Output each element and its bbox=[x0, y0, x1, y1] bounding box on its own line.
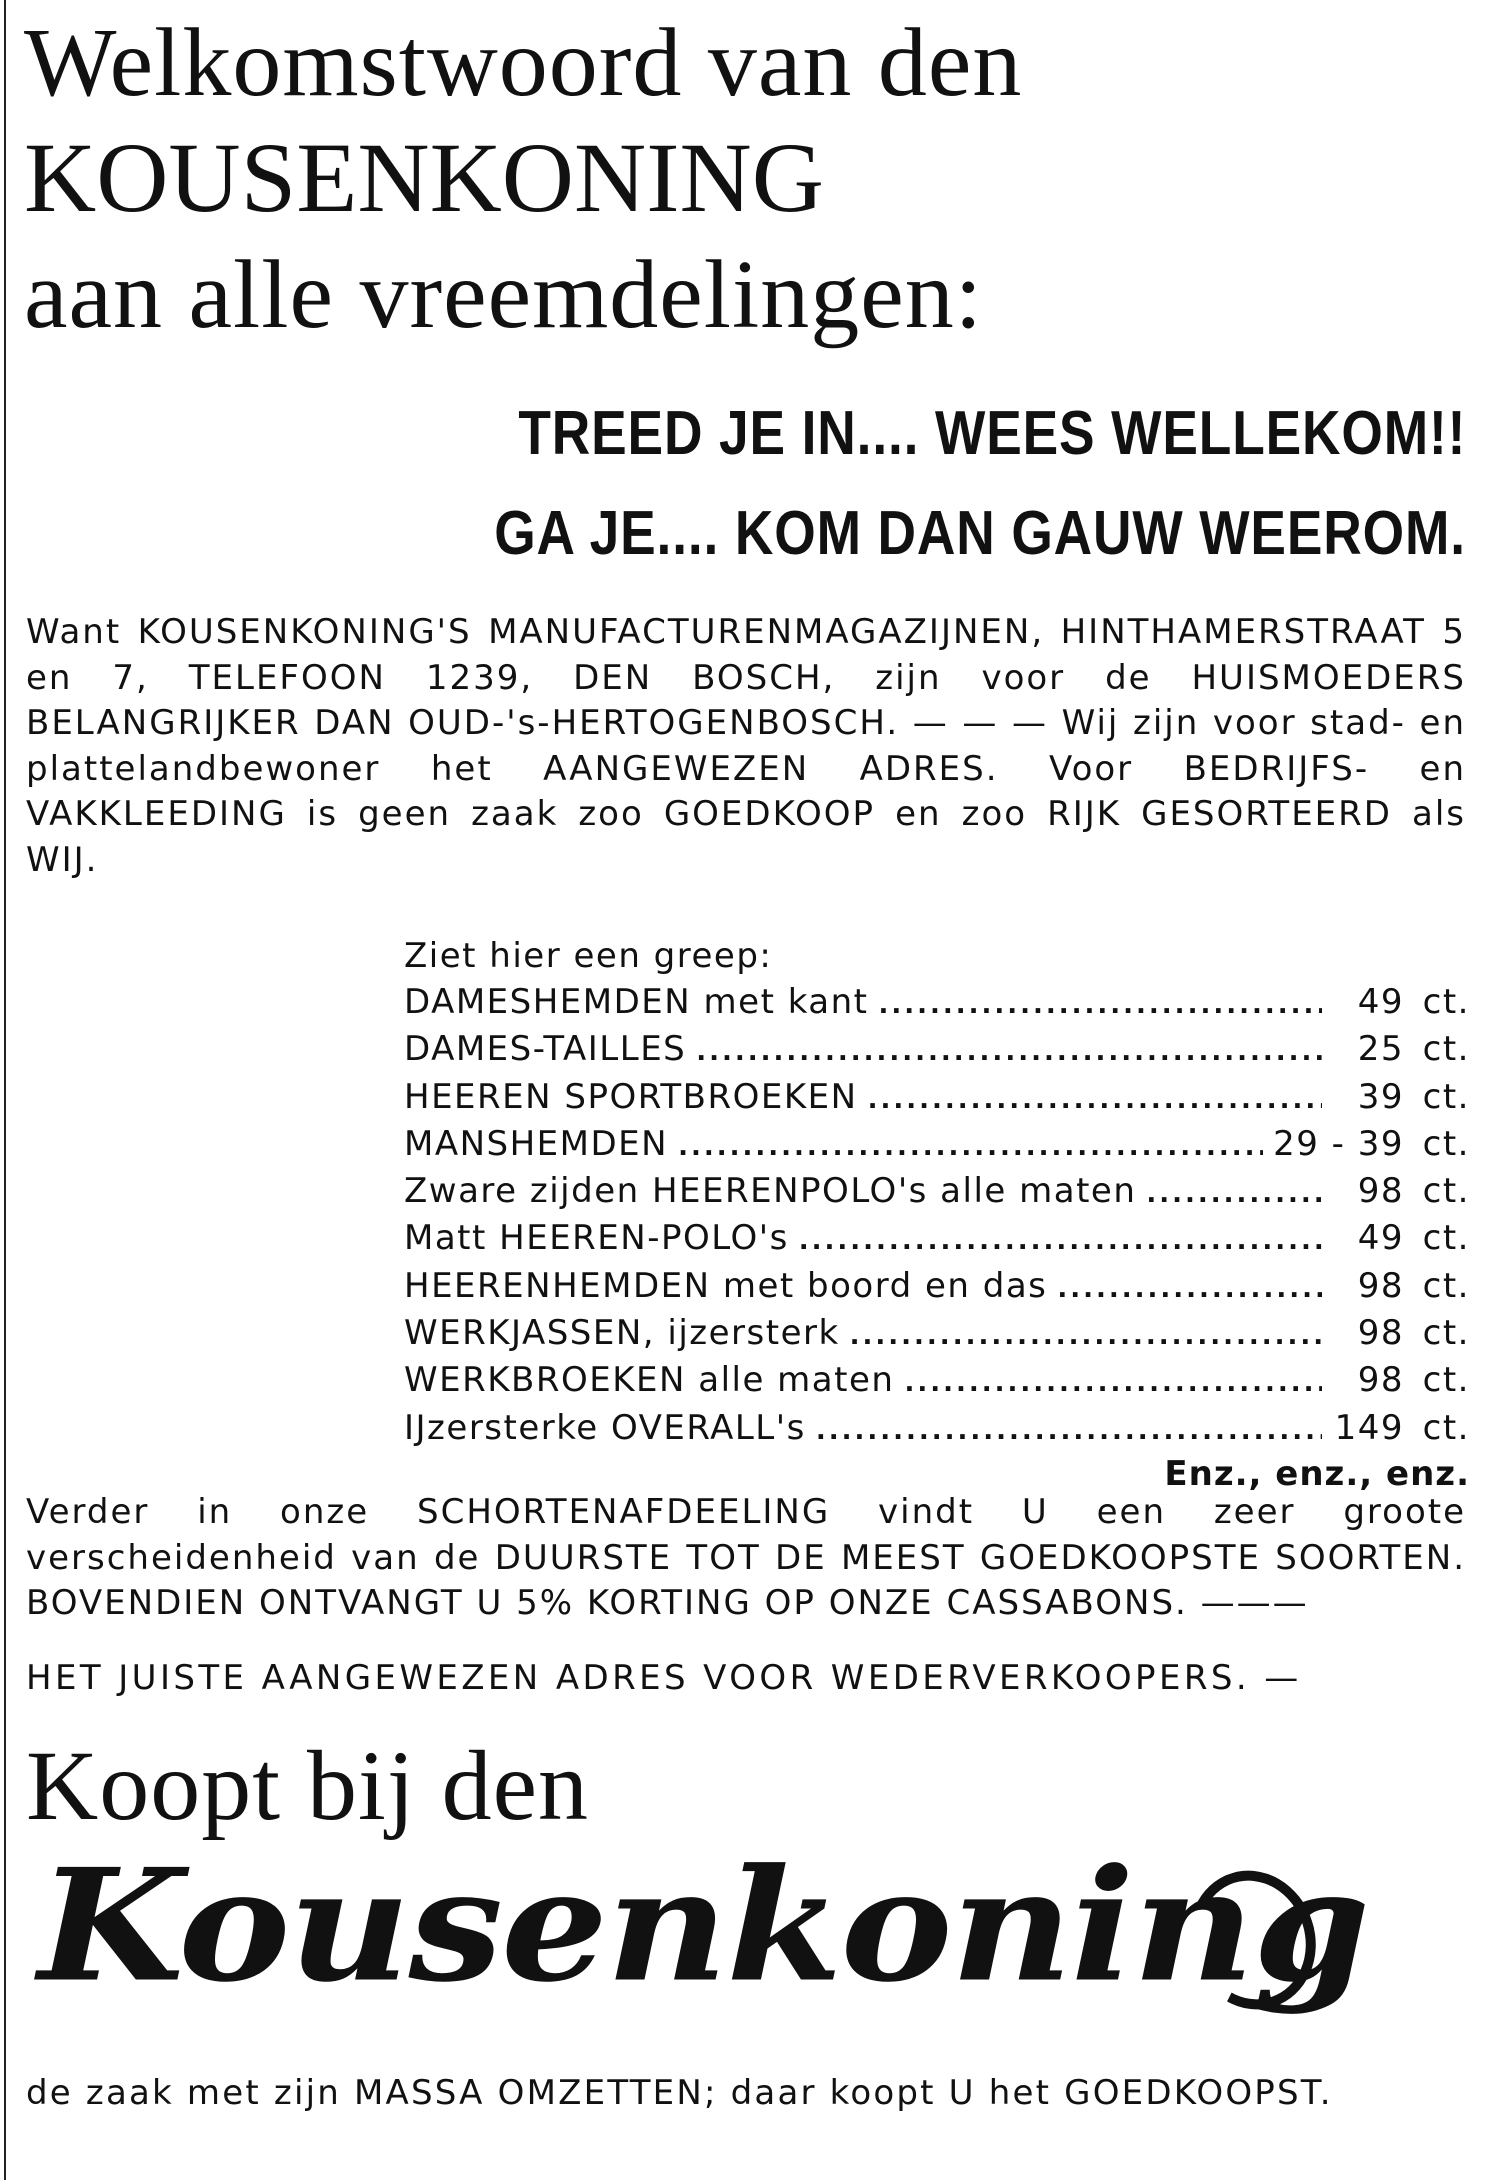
item-unit: ct. bbox=[1422, 1123, 1470, 1164]
dot-leader bbox=[850, 1313, 1322, 1360]
item-name: HEEREN SPORTBROEKEN bbox=[404, 1076, 858, 1117]
item-name: DAMESHEMDEN met kant bbox=[404, 982, 869, 1022]
item-price: 98 bbox=[1357, 1171, 1404, 1212]
item-price: 49 bbox=[1357, 1218, 1404, 1259]
headline-line-1: Welkomstwoord van den bbox=[24, 9, 1023, 117]
item-price: 39 bbox=[1357, 1076, 1404, 1117]
item-price: 98 bbox=[1357, 1360, 1404, 1401]
item-price: 49 bbox=[1357, 982, 1404, 1022]
item-unit: ct. bbox=[1422, 1265, 1470, 1306]
price-row bbox=[404, 1263, 1470, 1310]
item-name: WERKBROEKEN alle maten bbox=[404, 1360, 895, 1401]
item-name: Matt HEEREN-POLO's bbox=[404, 1218, 789, 1259]
price-row bbox=[404, 1405, 1470, 1452]
dot-leader bbox=[678, 1124, 1263, 1171]
wholesale-line: HET JUISTE AANGEWEZEN ADRES VOOR WEDERVERKOOPERS. — bbox=[26, 1658, 1302, 1698]
headline-line-3: aan alle vreemdelingen: bbox=[24, 241, 983, 349]
price-row bbox=[404, 1168, 1470, 1215]
dot-leader bbox=[1057, 1266, 1322, 1313]
headline-line-2: KOUSENKONING bbox=[24, 122, 824, 233]
price-row bbox=[404, 1357, 1470, 1404]
price-row bbox=[404, 979, 1470, 1026]
dot-leader bbox=[868, 1077, 1322, 1124]
price-row bbox=[404, 1121, 1470, 1168]
price-row bbox=[404, 1215, 1470, 1262]
item-price: 29 - 39 bbox=[1273, 1123, 1404, 1164]
buy-heading: Koopt bij den bbox=[26, 1730, 589, 1841]
item-price: 98 bbox=[1357, 1265, 1404, 1306]
dot-leader bbox=[799, 1218, 1322, 1265]
item-name: IJzersterke OVERALL's bbox=[404, 1407, 806, 1448]
item-unit: ct. bbox=[1422, 982, 1470, 1022]
dot-leader bbox=[696, 1029, 1322, 1076]
dot-leader bbox=[816, 1408, 1322, 1455]
item-unit: ct. bbox=[1422, 1407, 1470, 1448]
price-row bbox=[404, 1310, 1470, 1357]
brand-wordmark: Kousenkoning bbox=[38, 1834, 1369, 2017]
item-unit: ct. bbox=[1422, 1313, 1470, 1354]
item-name: MANSHEMDEN bbox=[404, 1123, 669, 1164]
item-unit: ct. bbox=[1422, 1360, 1470, 1401]
item-price: 149 bbox=[1334, 1407, 1404, 1448]
intro-paragraph: Want KOUSENKONING'S MANUFACTURENMAGAZIJNEN, HINTHAMERSTRAAT 5 en 7, TELEFOON 1239, DEN BOSCH, zijn voor de HUISMOEDERS BELANGRIJKER DAN OUD-'s-HERTOGENBOSCH. — — — Wij zijn voor stad- en plattelandbewoner het AANGEWEZEN ADRES. Voor BEDRIJFS- en VAKKLEEDING is geen zaak zoo GOEDKOOP en zoo RIJK GESORTEERD als WIJ. bbox=[26, 612, 1466, 880]
item-name: HEERENHEMDEN met boord en das bbox=[404, 1265, 1048, 1306]
price-list-rows bbox=[404, 979, 1470, 1452]
left-border-rule bbox=[4, 0, 6, 2180]
price-list-more: Enz., enz., enz. bbox=[1164, 1453, 1470, 1494]
closing-slogan: de zaak met zijn MASSA OMZETTEN; daar koopt U het GOEDKOOPST. bbox=[26, 2073, 1333, 2113]
item-unit: ct. bbox=[1422, 1029, 1470, 1070]
price-list bbox=[404, 933, 1470, 1496]
item-unit: ct. bbox=[1422, 1171, 1470, 1212]
item-unit: ct. bbox=[1422, 1076, 1470, 1117]
item-name: Zware zijden HEERENPOLO's alle maten bbox=[404, 1171, 1137, 1212]
price-list-title: Ziet hier een greep: bbox=[404, 936, 773, 976]
price-row bbox=[404, 1074, 1470, 1121]
dot-leader bbox=[904, 1360, 1322, 1407]
item-unit: ct. bbox=[1422, 1218, 1470, 1259]
extra-paragraph: Verder in onze SCHORTENAFDEELING vindt U een zeer groote verscheidenheid van de DUURSTE TOT DE MEEST GOEDKOOPSTE SOORTEN. BOVENDIEN ONTVANGT U 5% KORTING OP ONZE CASSABONS. ——— bbox=[26, 1492, 1466, 1623]
item-name: WERKJASSEN, ijzersterk bbox=[404, 1313, 840, 1354]
item-name: DAMES-TAILLES bbox=[404, 1029, 687, 1070]
dot-leader bbox=[1146, 1171, 1322, 1218]
slogan-welcome: TREED JE IN.... WEES WELLEKOM!! bbox=[518, 399, 1466, 468]
item-price: 25 bbox=[1357, 1029, 1404, 1070]
price-row bbox=[404, 1026, 1470, 1073]
slogan-return: GA JE.... KOM DAN GAUW WEEROM. bbox=[494, 499, 1466, 568]
item-price: 98 bbox=[1357, 1313, 1404, 1354]
dot-leader bbox=[879, 982, 1322, 1029]
